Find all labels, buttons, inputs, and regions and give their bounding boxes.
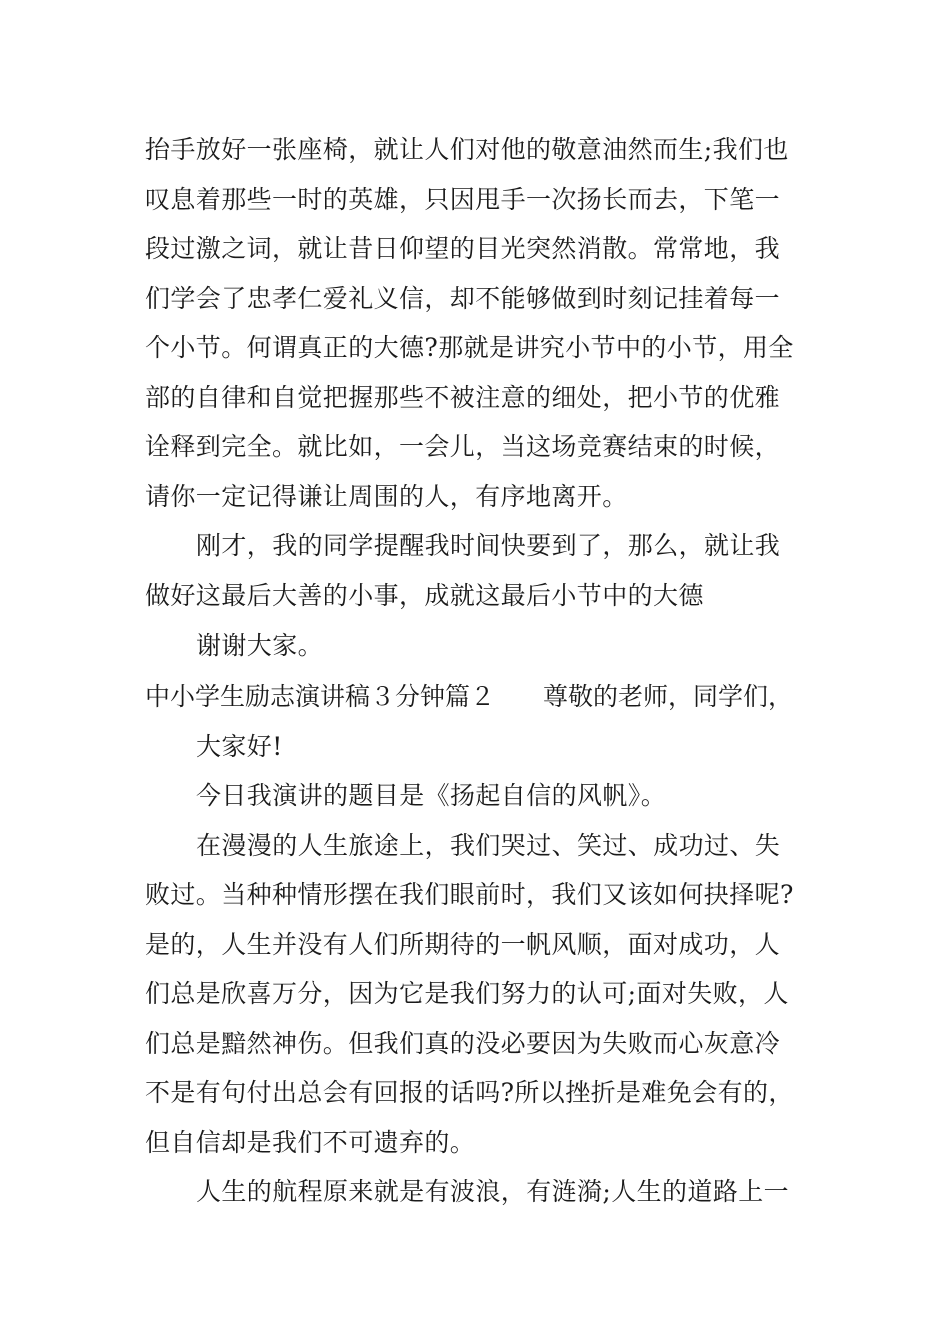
paragraph-3-line: 们总是欣喜万分，因为它是我们努力的认可;面对失败，人 — [145, 979, 789, 1008]
paragraph-2-line: 做好这最后大善的小事，成就这最后小节中的大德 — [145, 581, 704, 610]
paragraph-3-line: 不是有句付出总会有回报的话吗?所以挫折是难免会有的， — [145, 1078, 794, 1107]
paragraph-1-line: 个小节。何谓真正的大德?那就是讲究小节中的小节，用全 — [145, 333, 794, 362]
speech-topic: 今日我演讲的题目是《扬起自信的风帆》。 — [196, 781, 667, 810]
paragraph-1-line: 部的自律和自觉把握那些不被注意的细处，把小节的优雅 — [145, 383, 781, 412]
paragraph-1-line: 叹息着那些一时的英雄，只因甩手一次扬长而去，下笔一 — [145, 185, 781, 214]
closing-thanks: 谢谢大家。 — [196, 631, 324, 660]
paragraph-3-line: 们总是黯然神伤。但我们真的没必要因为失败而心灰意冷 — [145, 1029, 781, 1058]
paragraph-3-line: 败过。当种种情形摆在我们眼前时，我们又该如何抉择呢? — [145, 880, 794, 909]
paragraph-3-line: 在漫漫的人生旅途上，我们哭过、笑过、成功过、失 — [196, 831, 781, 860]
greeting-hello: 大家好! — [196, 732, 283, 761]
paragraph-4-line: 人生的航程原来就是有波浪，有涟漪;人生的道路上一 — [196, 1177, 790, 1206]
paragraph-1-line: 请你一定记得谦让周围的人，有序地离开。 — [145, 482, 628, 511]
paragraph-3-line: 但自信却是我们不可遗弃的。 — [145, 1128, 476, 1157]
paragraph-2-line: 刚才，我的同学提醒我时间快要到了，那么，就让我 — [196, 531, 781, 560]
section-heading-row — [145, 677, 825, 717]
salutation: 尊敬的老师，同学们， — [543, 682, 794, 711]
paragraph-1-line: 抬手放好一张座椅，就让人们对他的敬意油然而生;我们也 — [145, 135, 789, 164]
paragraph-1-line: 们学会了忠孝仁爱礼义信，却不能够做到时刻记挂着每一 — [145, 284, 781, 313]
paragraph-1-line: 段过激之词，就让昔日仰望的目光突然消散。常常地，我 — [145, 234, 781, 263]
paragraph-3-line: 是的，人生并没有人们所期待的一帆风顺，面对成功，人 — [145, 930, 781, 959]
section-title: 中小学生励志演讲稿３分钟篇２ — [145, 682, 496, 711]
paragraph-1-line: 诠释到完全。就比如，一会儿，当这场竞赛结束的时候， — [145, 432, 781, 461]
